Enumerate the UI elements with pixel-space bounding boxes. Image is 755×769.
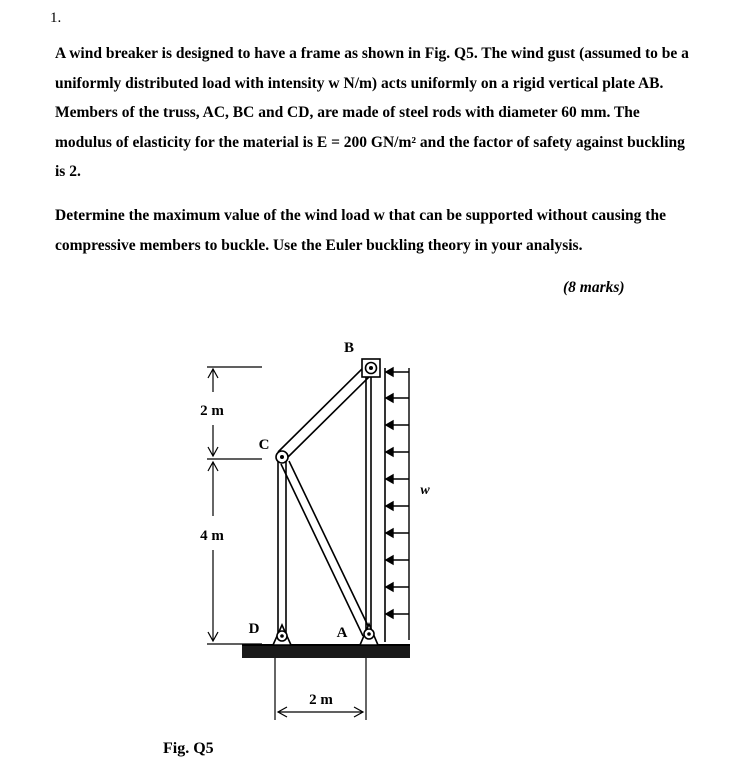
figure-caption: Fig. Q5 bbox=[163, 740, 214, 757]
member-bc bbox=[278, 366, 372, 460]
marks-label: (8 marks) bbox=[563, 279, 625, 296]
joint-b bbox=[362, 359, 380, 377]
dimension-horizontal bbox=[275, 658, 366, 720]
problem-paragraph-2: Determine the maximum value of the wind load w that can be supported without causing the compressive members to buckle. Use the Euler buckling theory in your analysis. bbox=[55, 207, 666, 254]
dimension-base-width: 2 m bbox=[309, 692, 333, 708]
load-arrow-head bbox=[386, 583, 393, 591]
distributed-load bbox=[386, 368, 409, 640]
support-d bbox=[273, 625, 291, 645]
load-arrow-head bbox=[386, 448, 393, 456]
load-arrow-head bbox=[386, 610, 393, 618]
dimension-top-height: 2 m bbox=[200, 403, 224, 419]
label-d: D bbox=[248, 621, 260, 637]
plate-ab bbox=[366, 362, 385, 642]
load-arrow-head bbox=[386, 502, 393, 510]
label-b: B bbox=[343, 340, 355, 356]
label-w: w bbox=[420, 483, 430, 498]
load-arrow-head bbox=[386, 556, 393, 564]
problem-paragraph-1: A wind breaker is designed to have a frame as shown in Fig. Q5. The wind gust (assumed to be a uniformly distributed load with intensity w N/m) acts uniformly on a rigid vertical plate AB. Members of the truss, AC, BC and CD, are made of steel rods with diameter 60 mm. The modulus of elasticity for the material is E = 200 GN/m² and the factor of safety against buckling is 2. bbox=[55, 45, 689, 180]
label-a: A bbox=[336, 625, 348, 641]
load-arrow-head bbox=[386, 421, 393, 429]
label-c: C bbox=[258, 437, 270, 453]
joint-c bbox=[276, 451, 288, 463]
load-arrow-head bbox=[386, 529, 393, 537]
dimension-bottom-height: 4 m bbox=[200, 528, 224, 544]
member-ac bbox=[281, 461, 371, 636]
load-arrow-head bbox=[386, 394, 393, 402]
member-cd bbox=[278, 458, 286, 636]
ground bbox=[242, 646, 410, 658]
load-arrow-head bbox=[386, 475, 393, 483]
question-number: 1. bbox=[50, 10, 62, 26]
